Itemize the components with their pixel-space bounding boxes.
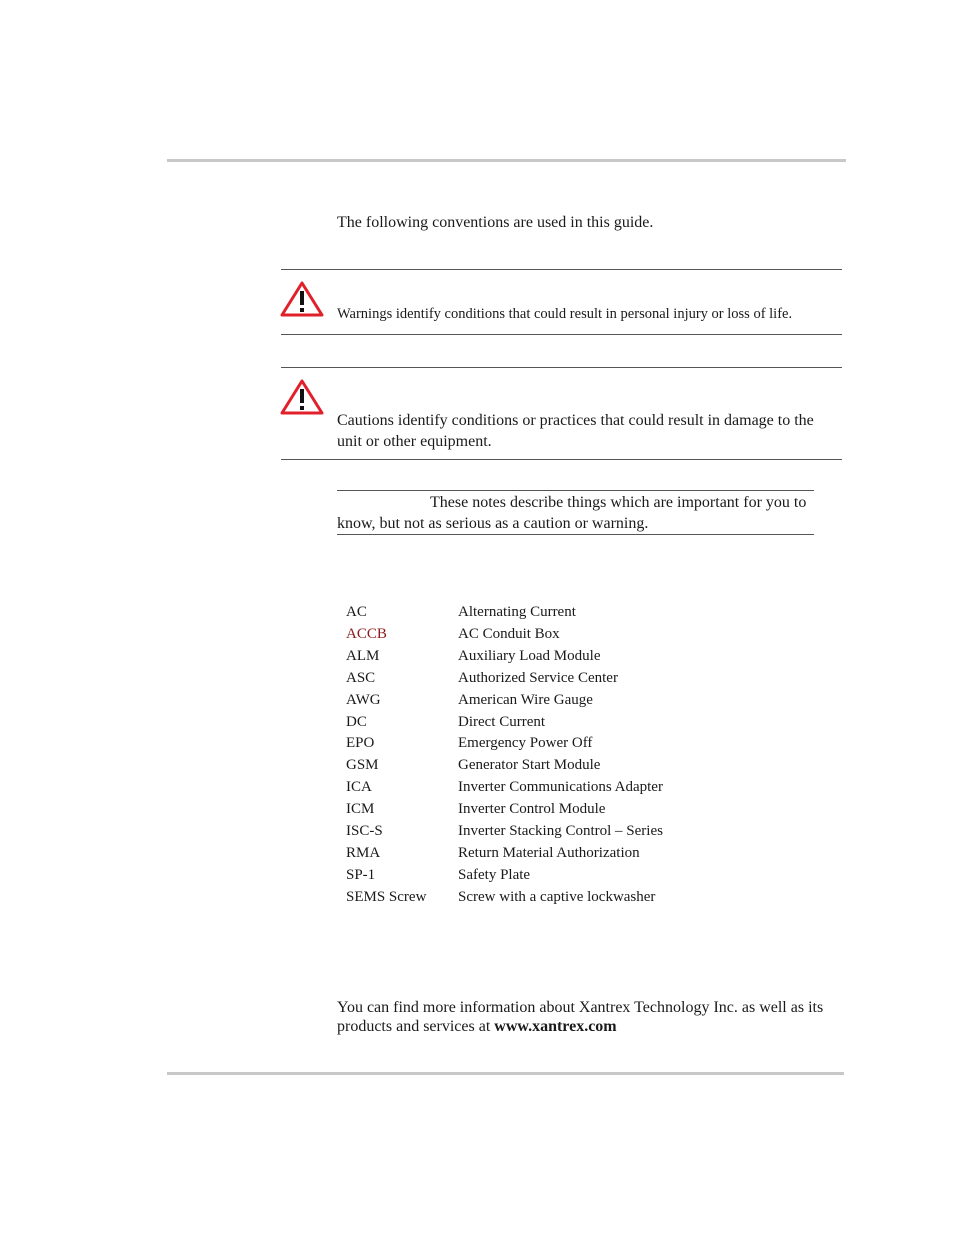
abbr-code: AWG bbox=[346, 691, 381, 708]
caution-text: Cautions identify conditions or practices that could result in damage to the unit or other equipment. bbox=[337, 412, 814, 450]
abbr-meaning: Inverter Stacking Control – Series bbox=[458, 823, 663, 840]
warning-top-rule bbox=[281, 269, 842, 270]
abbr-code: AC bbox=[346, 604, 367, 620]
abbr-meaning: Auxiliary Load Module bbox=[458, 647, 601, 664]
table-row bbox=[346, 668, 663, 690]
abbr-meaning: Emergency Power Off bbox=[458, 735, 593, 752]
table-row bbox=[346, 843, 663, 865]
abbr-code: GSM bbox=[346, 757, 379, 774]
abbr-code: DC bbox=[346, 713, 367, 730]
abbr-code-link[interactable]: ACCB bbox=[346, 625, 387, 642]
warning-bottom-rule bbox=[281, 334, 842, 335]
footer-rule bbox=[167, 1072, 844, 1075]
table-row bbox=[346, 821, 663, 843]
more-info-text bbox=[337, 998, 842, 1036]
table-row bbox=[346, 733, 663, 755]
caution-triangle-icon bbox=[279, 378, 325, 416]
more-info-body: You can find more information about Xantrex Technology Inc. as well as its products and services at bbox=[337, 999, 824, 1035]
note-text: These notes describe things which are important for you to know, but not as serious as a caution or warning. bbox=[337, 494, 807, 532]
caution-top-rule bbox=[281, 367, 842, 368]
table-row bbox=[346, 799, 663, 821]
table-row bbox=[346, 602, 663, 624]
table-row bbox=[346, 690, 663, 712]
abbr-code: ICM bbox=[346, 801, 375, 818]
intro-text: The following conventions are used in this guide. bbox=[337, 214, 654, 231]
abbr-code: ALM bbox=[346, 647, 380, 664]
table-row bbox=[346, 755, 663, 777]
caution-bottom-rule bbox=[281, 459, 842, 460]
abbr-meaning: Alternating Current bbox=[458, 604, 576, 620]
abbr-code: SEMS Screw bbox=[346, 888, 427, 905]
abbr-code: EPO bbox=[346, 735, 375, 752]
abbr-meaning: Inverter Communications Adapter bbox=[458, 779, 663, 796]
abbr-meaning: AC Conduit Box bbox=[458, 625, 560, 642]
abbr-meaning: Authorized Service Center bbox=[458, 669, 618, 686]
header-rule bbox=[167, 159, 846, 162]
abbr-code: RMA bbox=[346, 844, 381, 861]
abbr-code: ICA bbox=[346, 779, 372, 796]
abbr-meaning: Generator Start Module bbox=[458, 757, 601, 774]
table-row bbox=[346, 646, 663, 668]
website-link[interactable]: www.xantrex.com bbox=[494, 1018, 617, 1035]
table-row bbox=[346, 887, 663, 909]
abbr-meaning: Return Material Authorization bbox=[458, 844, 640, 861]
abbr-code: ISC-S bbox=[346, 823, 383, 840]
warning-triangle-icon bbox=[279, 280, 325, 318]
table-row bbox=[346, 777, 663, 799]
table-row bbox=[346, 712, 663, 734]
abbr-meaning: American Wire Gauge bbox=[458, 691, 593, 708]
abbreviations-table bbox=[346, 602, 663, 909]
abbr-meaning: Screw with a captive lockwasher bbox=[458, 888, 656, 905]
warning-text: Warnings identify conditions that could result in personal injury or loss of life. bbox=[337, 306, 793, 322]
table-row bbox=[346, 865, 663, 887]
abbr-meaning: Inverter Control Module bbox=[458, 801, 606, 818]
table-row bbox=[346, 624, 663, 646]
note-bottom-rule bbox=[337, 534, 814, 535]
abbr-meaning: Direct Current bbox=[458, 713, 546, 730]
abbr-code: ASC bbox=[346, 669, 376, 686]
abbr-meaning: Safety Plate bbox=[458, 866, 531, 883]
note-top-rule bbox=[337, 490, 814, 491]
abbr-code: SP-1 bbox=[346, 866, 376, 883]
